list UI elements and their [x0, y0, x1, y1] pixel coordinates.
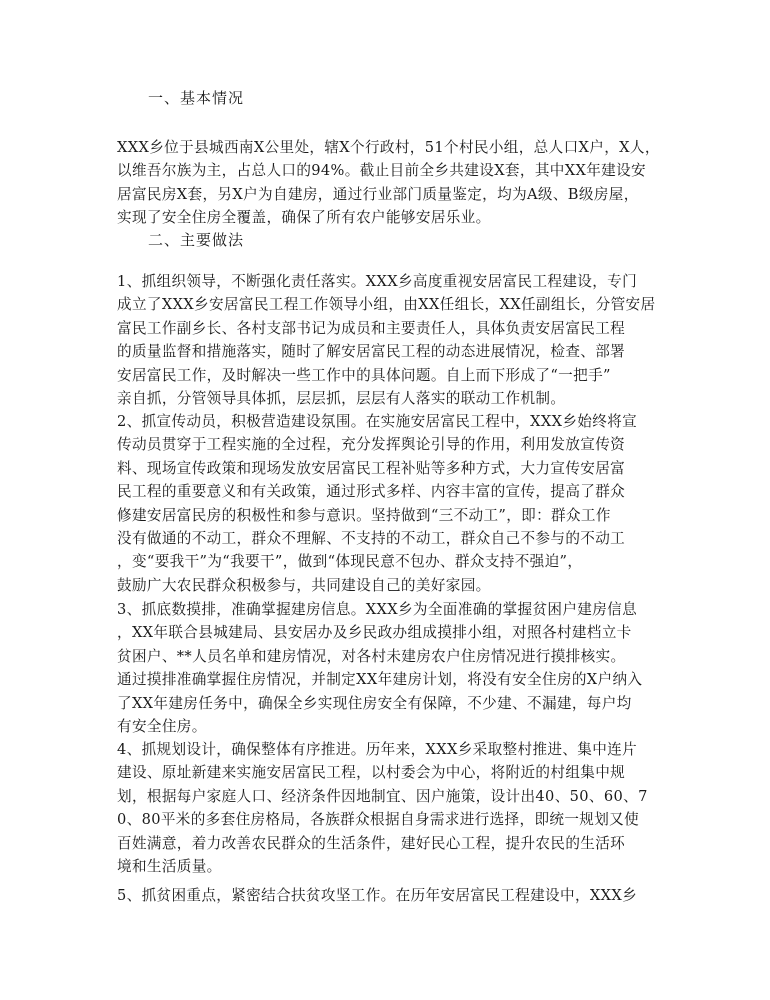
- text-line: 百姓满意，着力改善农民群众的生活条件，建好民心工程，提升农民的生活环: [117, 834, 626, 852]
- text-line: 了XX年建房任务中，确保全乡实现住房安全有保障，不少建、不漏建，每户均: [117, 694, 632, 712]
- text-line: ，XX年联合县城建局、县安居办及乡民政办组成摸排小组，对照各村建档立卡: [117, 624, 632, 642]
- text-line: 0、80平米的多套住房格局，各族群众根据自身需求进行选择，即统一规划又使: [117, 811, 640, 829]
- text-line: 料、现场宣传政策和现场发放安居富民工程补贴等多种方式，大力宣传安居富: [117, 459, 626, 477]
- text-line: 划，根据每户家庭人口、经济条件因地制宜、因户施策，设计出40、50、60、7: [117, 787, 648, 805]
- text-line: 成立了XXX乡安居富民工程工作领导小组，由XX任组长，XX任副组长，分管安居: [117, 296, 656, 314]
- text-line: 修建安居富民房的积极性和参与意识。坚持做到“三不动工”，即：群众工作: [117, 506, 611, 524]
- text-line: XXX乡位于县城西南X公里处，辖X个行政村，51个村民小组，总人口X户，X人，: [117, 139, 660, 156]
- text-line: 安居富民工作，及时解决一些工作中的具体问题。自上而下形成了“一把手”: [117, 366, 611, 384]
- section-heading-main-practices: 二、主要做法: [148, 231, 245, 249]
- paragraph-organization-leadership: [117, 270, 657, 410]
- text-line: 亲自抓，分管领导具体抓，层层抓，层层有人落实的联动工作机制。: [117, 390, 566, 408]
- text-line: 以维吾尔族为主，占总人口的94%。截止目前全乡共建设X套，其中XX年建设安: [117, 162, 646, 180]
- section-heading-basic-situation: 一、基本情况: [148, 89, 245, 107]
- text-line: 有安全住房。: [117, 718, 207, 736]
- text-line: ，变“要我干”为“我要干”，做到“体现民意不包办、群众支持不强迫”，: [117, 553, 583, 571]
- text-line: 传动员贯穿于工程实施的全过程，充分发挥舆论引导的作用，利用发放宣传资: [117, 436, 626, 454]
- text-line: 4、抓规划设计，确保整体有序推进。历年来，XXX乡采取整村推进、集中连片: [117, 741, 638, 758]
- text-line: 实现了安全住房全覆盖，确保了所有农户能够安居乐业。: [117, 209, 491, 227]
- text-line: 1、抓组织领导，不断强化责任落实。XXX乡高度重视安居富民工程建设，专门: [117, 273, 638, 290]
- text-line: 富民工作副乡长、各村支部书记为成员和主要责任人，具体负责安居富民工程: [117, 319, 626, 337]
- text-line: 贫困户、**人员名单和建房情况，对各村未建房农户住房情况进行摸排核实。: [117, 647, 626, 665]
- text-line: 的质量监督和措施落实，随时了解安居富民工程的动态进展情况，检查、部署: [117, 343, 626, 361]
- text-line: 通过摸排准确掌握住房情况，并制定XX年建房计划，将没有安全住房的X户纳入: [117, 671, 643, 689]
- text-line: 民工程的重要意义和有关政策，通过形式多样、内容丰富的宣传，提高了群众: [117, 483, 626, 501]
- text-line: 2、抓宣传动员，积极营造建设氛围。在实施安居富民工程中，XXX乡始终将宣: [117, 413, 638, 430]
- text-line: 5、抓贫困重点，紧密结合扶贫攻坚工作。在历年安居富民工程建设中，XXX乡: [117, 887, 638, 904]
- text-line: 境和生活质量。: [117, 858, 222, 876]
- paragraph-baseline-survey: [117, 598, 657, 738]
- paragraph-publicity-mobilization: [117, 410, 657, 597]
- text-line: 鼓励广大农民群众积极参与，共同建设自己的美好家园。: [117, 576, 491, 594]
- text-line: 居富民房X套，另X户为自建房，通过行业部门质量鉴定，均为A级、B级房屋，: [117, 185, 639, 203]
- text-line: 3、抓底数摸排，准确掌握建房信息。XXX乡为全面准确的掌握贫困户建房信息: [117, 601, 638, 618]
- text-line: 没有做通的不动工，群众不理解、不支持的不动工，群众自己不参与的不动工: [117, 530, 626, 548]
- paragraph-poverty-focus: [117, 884, 657, 907]
- paragraph-planning-design: [117, 738, 657, 878]
- text-line: 建设、原址新建来实施安居富民工程，以村委会为中心，将附近的村组集中规: [117, 764, 626, 782]
- paragraph-basic-situation: [117, 136, 660, 230]
